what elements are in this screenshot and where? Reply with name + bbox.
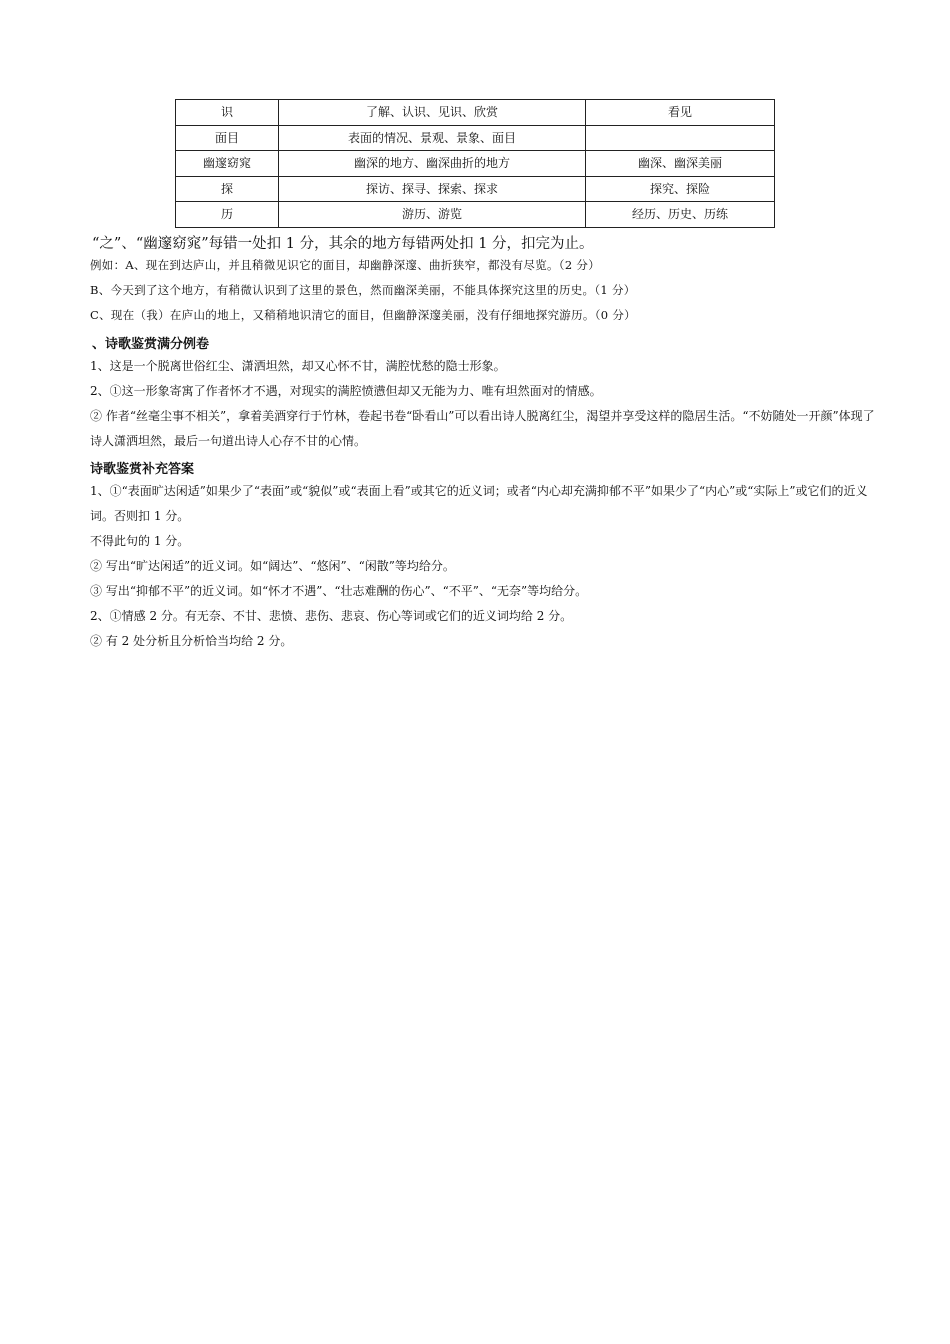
section-heading-poetry-sample: 、诗歌鉴赏满分例卷	[92, 337, 210, 352]
paragraph: 2、①情感 2 分。有无奈、不甘、悲愤、悲伤、悲哀、伤心等词或它们的近义词均给 2 分。	[90, 609, 573, 623]
table-cell: 表面的情况、景观、景象、面目	[279, 125, 586, 151]
table-cell: 看见	[586, 100, 775, 126]
paragraph: 不得此句的 1 分。	[90, 534, 190, 548]
paragraph: ② 写出“旷达闲适”的近义词。如“阔达”、“悠闲”、“闲散”等均给分。	[90, 559, 455, 573]
table-cell: 面目	[176, 125, 279, 151]
example-a: 例如：A、现在到达庐山，并且稍微见识它的面目，却幽静深邃、曲折狭窄，都没有尽览。（2 分）	[90, 258, 601, 272]
table-cell: 幽邃窈窕	[176, 151, 279, 177]
table-cell: 探究、探险	[586, 176, 775, 202]
table-row	[176, 100, 775, 126]
table-cell: 探	[176, 176, 279, 202]
table-cell	[586, 125, 775, 151]
table-cell: 经历、历史、历练	[586, 202, 775, 228]
table-row	[176, 151, 775, 177]
paragraph: ③ 写出“抑郁不平”的近义词。如“怀才不遇”、“壮志难酬的伤心”、“不平”、“无奈”等均给分。	[90, 584, 588, 598]
section-heading-poetry-supplement: 诗歌鉴赏补充答案	[90, 462, 195, 477]
example-c: C、现在（我）在庐山的地上，又稍稍地识清它的面目，但幽静深邃美丽，没有仔细地探究游历。（0 分）	[90, 308, 636, 322]
table-row	[176, 176, 775, 202]
table-cell: 幽深的地方、幽深曲折的地方	[279, 151, 586, 177]
paragraph: ② 作者“丝毫尘事不相关”，拿着美酒穿行于竹林，卷起书卷“卧看山”可以看出诗人脱离红尘，渴望并享受这样的隐居生活。“不妨随处一开颜”体现了诗人潇洒坦然，最后一句道出诗人心存不甘的心情。	[90, 409, 875, 448]
table-row	[176, 125, 775, 151]
grading-note: “之”、“幽邃窈窕”每错一处扣 1 分，其余的地方每错两处扣 1 分，扣完为止。	[92, 236, 594, 252]
table-row	[176, 202, 775, 228]
vocabulary-table	[175, 99, 775, 228]
table-cell: 游历、游览	[279, 202, 586, 228]
table-cell: 历	[176, 202, 279, 228]
example-b: B、今天到了这个地方，有稍微认识到了这里的景色，然而幽深美丽，不能具体探究这里的历史。（1 分）	[90, 283, 636, 297]
paragraph: 2、①这一形象寄寓了作者怀才不遇，对现实的满腔愤懑但却又无能为力、唯有坦然面对的情感。	[90, 384, 602, 398]
table-cell: 了解、认识、见识、欣赏	[279, 100, 586, 126]
table-cell: 识	[176, 100, 279, 126]
table-cell: 幽深、幽深美丽	[586, 151, 775, 177]
paragraph: ② 有 2 处分析且分析恰当均给 2 分。	[90, 634, 293, 648]
table-cell: 探访、探寻、探索、探求	[279, 176, 586, 202]
paragraph: 1、①“表面旷达闲适”如果少了“表面”或“貌似”或“表面上看”或其它的近义词；或者“内心却充满抑郁不平”如果少了“内心”或“实际上”或它们的近义词。否则扣 1 分。	[90, 484, 868, 523]
paragraph: 1、这是一个脱离世俗红尘、潇洒坦然，却又心怀不甘，满腔忧愁的隐士形象。	[90, 359, 506, 373]
